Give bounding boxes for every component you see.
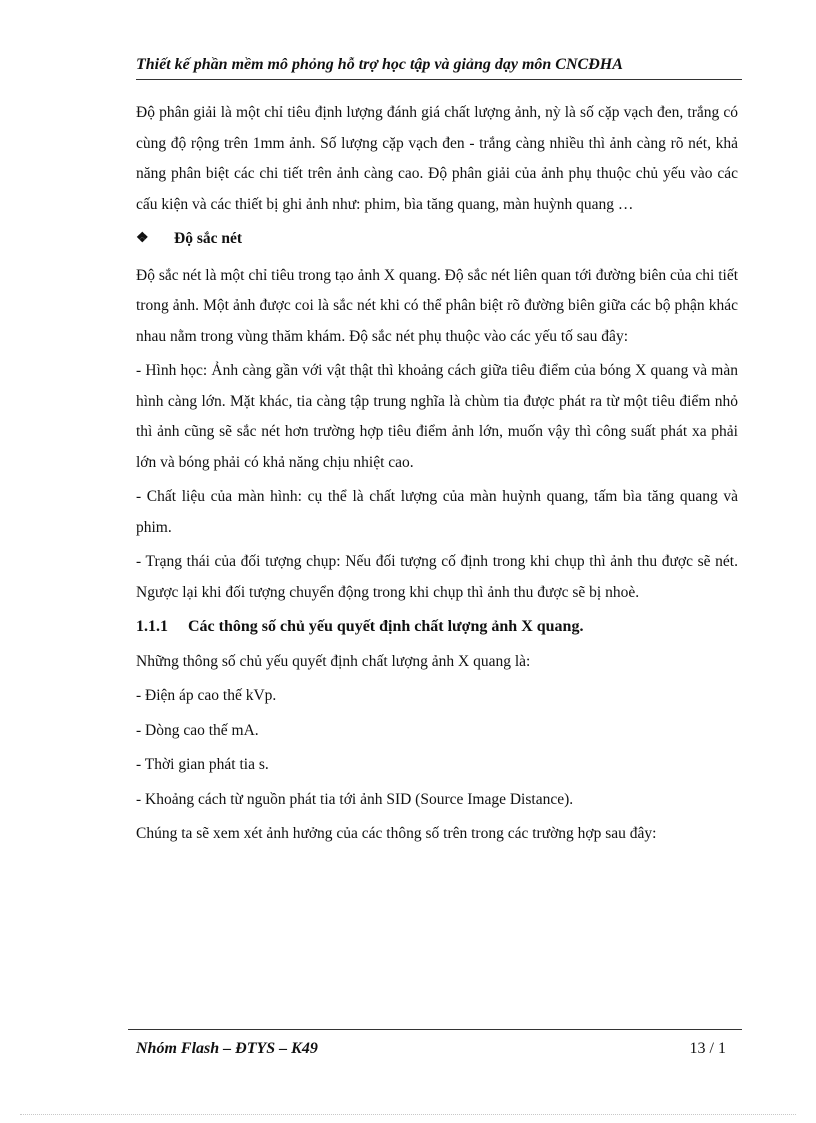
paragraph-geometry: - Hình học: Ảnh càng gần với vật thật thì khoảng cách giữa tiêu điểm của bóng X quang và màn hình càng lớn. Mặt khác, tia càng tập trung nghĩa là chùm tia được phát ra từ một tiêu điểm nhỏ thì ảnh cũng sẽ sắc nét hơn trường hợp tiêu điểm ảnh lớn, muốn vậy thì công suất phát xa phải lớn và bóng phải có khả năng chịu nhiệt cao.: [136, 362, 738, 471]
header-divider: [136, 79, 742, 80]
footer-divider: [128, 1029, 742, 1030]
list-item: - Khoảng cách từ nguồn phát tia tới ảnh SID (Source Image Distance).: [136, 790, 574, 808]
paragraph-subject-state: - Trạng thái của đối tượng chụp: Nếu đối tượng cố định trong khi chụp thì ảnh thu được sẽ nét. Ngược lại khi đối tượng chuyển động trong khi chụp thì ảnh thu được sẽ bị nhoè.: [136, 553, 738, 601]
section-number: 1.1.1: [136, 618, 168, 635]
paragraph-parameters-intro: Những thông số chủ yếu quyết định chất lượng ảnh X quang là:: [136, 652, 531, 670]
paragraph-resolution: Độ phân giải là một chỉ tiêu định lượng đánh giá chất lượng ảnh, nỳ là số cặp vạch đen, trắng có cùng độ rộng trên 1mm ảnh. Số lượng cặp vạch đen - trắng càng nhiều thì ảnh càng rõ nét, khả năng phân biệt các chi tiết trên ảnh càng cao. Độ phân giải của ảnh phụ thuộc chủ yếu vào các cấu kiện và các thiết bị ghi ảnh như: phim, bìa tăng quang, màn huỳnh quang …: [136, 104, 738, 213]
page-number: 13 / 1: [689, 1040, 726, 1057]
footer-group-name: Nhóm Flash – ĐTYS – K49: [136, 1040, 318, 1057]
paragraph-conclusion: Chúng ta sẽ xem xét ảnh hưởng của các thông số trên trong các trường hợp sau đây:: [136, 825, 657, 842]
document-body: [136, 98, 738, 854]
page-bottom-dotted-line: [20, 1114, 796, 1115]
list-item: - Điện áp cao thế kVp.: [136, 687, 277, 704]
bullet-heading-text: Độ sắc nét: [174, 230, 243, 247]
section-heading: [136, 612, 738, 643]
list-item: - Thời gian phát tia s.: [136, 756, 269, 773]
paragraph-sharpness: Độ sắc nét là một chỉ tiêu trong tạo ảnh X quang. Độ sắc nét liên quan tới đường biên của chi tiết trong ảnh. Một ảnh được coi là sắc nét khi có thể phân biệt rõ đường biên giữa các bộ phận khác nhau nằm trong vùng thăm khám. Độ sắc nét phụ thuộc vào các yếu tố sau đây:: [136, 266, 739, 345]
paragraph-screen-material: - Chất liệu của màn hình: cụ thể là chất lượng của màn huỳnh quang, tấm bìa tăng quang và phim.: [136, 488, 738, 536]
bullet-heading: [136, 224, 738, 255]
list-item: - Dòng cao thế mA.: [136, 721, 259, 739]
diamond-bullet-icon: ❖: [136, 231, 149, 246]
section-title: Các thông số chủ yếu quyết định chất lượng ảnh X quang.: [188, 618, 584, 635]
page-header-title: Thiết kế phần mềm mô phỏng hỗ trợ học tập và giảng dạy môn CNCĐHA: [136, 56, 623, 73]
